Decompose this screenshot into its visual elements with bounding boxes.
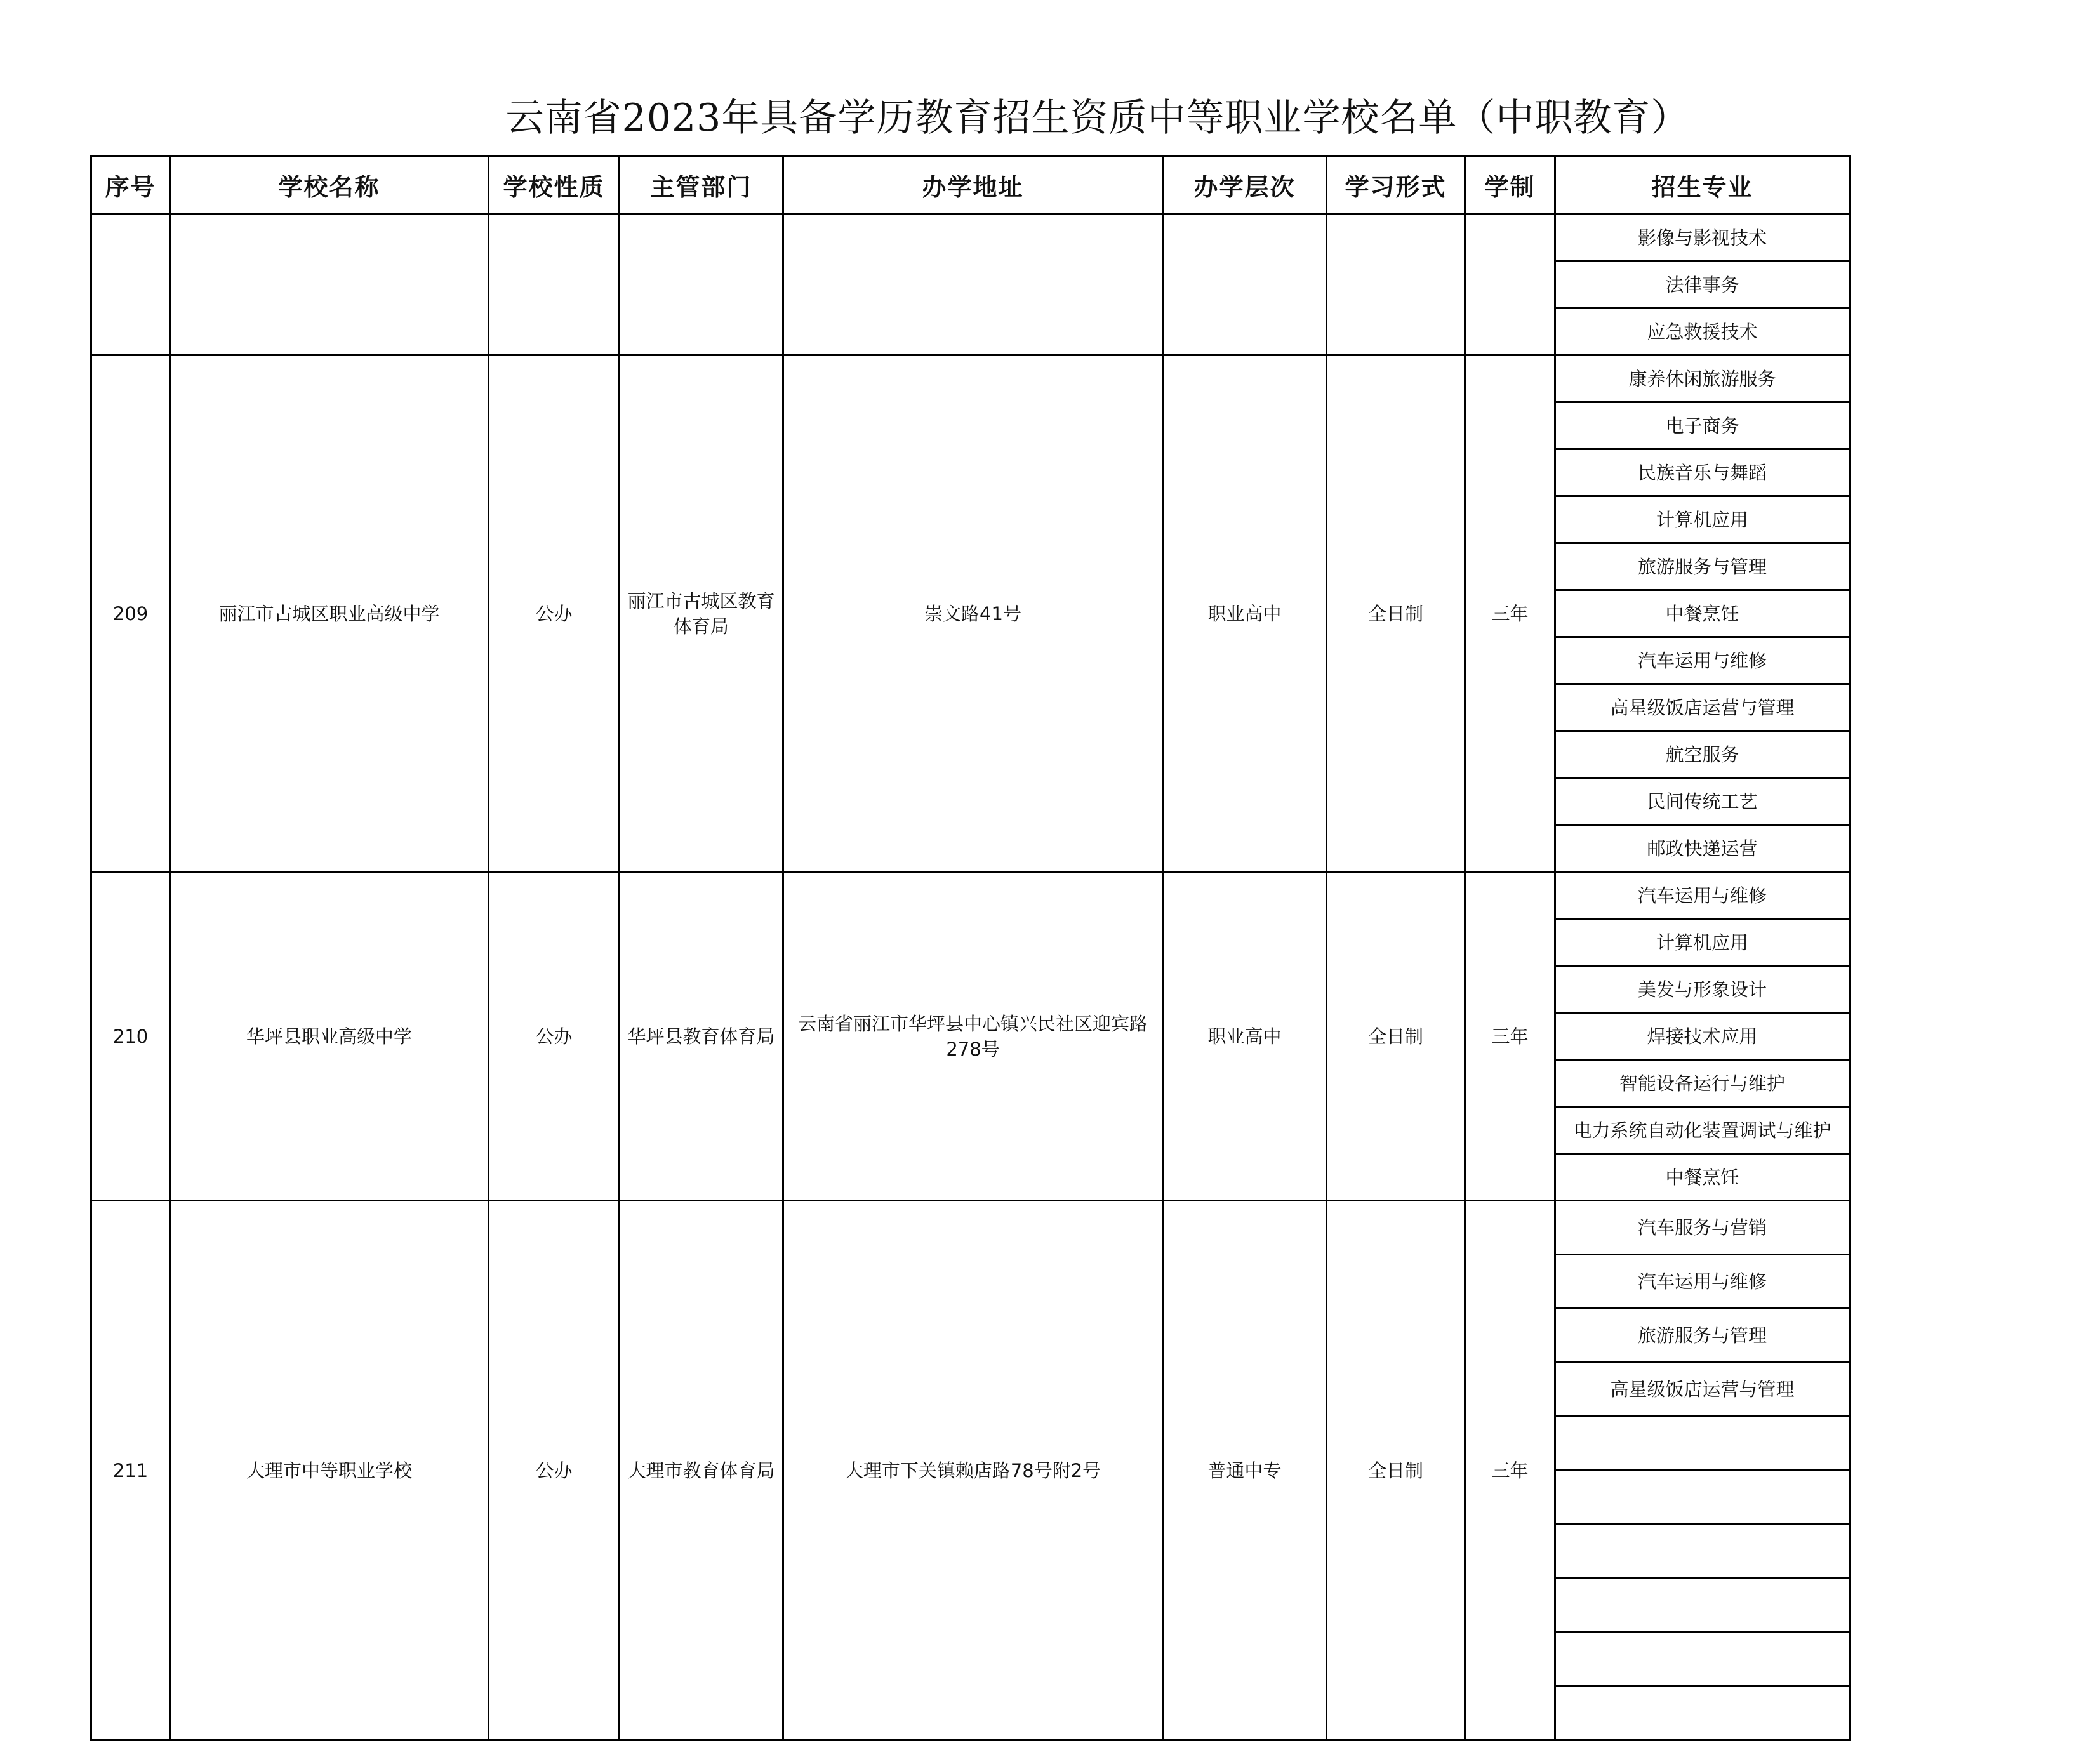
major-cell [1555,1417,1850,1471]
school-type-cell: 公办 [489,872,620,1201]
header-authority: 主管部门 [620,156,783,215]
major-cell: 中餐烹饪 [1555,590,1850,637]
school-list-table-viewport[interactable] [90,155,1849,1481]
major-cell: 汽车运用与维修 [1555,1255,1850,1309]
major-cell: 旅游服务与管理 [1555,1309,1850,1363]
duration-cell: 三年 [1465,355,1555,872]
major-cell: 航空服务 [1555,731,1850,778]
major-cell: 计算机应用 [1555,496,1850,543]
school-type-cell [489,215,620,355]
major-cell: 汽车运用与维修 [1555,637,1850,684]
level-cell: 普通中专 [1163,1201,1327,1740]
serial-cell: 211 [91,1201,170,1740]
school-list-table [90,155,1851,1741]
major-cell: 旅游服务与管理 [1555,543,1850,590]
table-row [91,215,1850,261]
address-cell: 云南省丽江市华坪县中心镇兴民社区迎宾路278号 [783,872,1163,1201]
study-form-cell: 全日制 [1327,872,1465,1201]
header-majors: 招生专业 [1555,156,1850,215]
study-form-cell: 全日制 [1327,355,1465,872]
study-form-cell: 全日制 [1327,1201,1465,1740]
page-title: 云南省2023年具备学历教育招生资质中等职业学校名单（中职教育） [505,96,1690,140]
address-cell [783,215,1163,355]
header-study-form: 学习形式 [1327,156,1465,215]
authority-cell [620,215,783,355]
level-cell [1163,215,1327,355]
major-cell [1555,1579,1850,1632]
major-cell: 民族音乐与舞蹈 [1555,449,1850,496]
header-duration: 学制 [1465,156,1555,215]
table-row [91,1201,1850,1255]
major-cell: 邮政快递运营 [1555,825,1850,872]
major-cell [1555,1471,1850,1525]
header-serial: 序号 [91,156,170,215]
serial-cell [91,215,170,355]
school-type-cell: 公办 [489,355,620,872]
table-row [91,872,1850,919]
major-cell [1555,1632,1850,1686]
level-cell: 职业高中 [1163,872,1327,1201]
major-cell: 影像与影视技术 [1555,215,1850,261]
header-address: 办学地址 [783,156,1163,215]
table-body [91,215,1850,1740]
major-cell: 高星级饭店运营与管理 [1555,684,1850,731]
address-cell: 大理市下关镇赖店路78号附2号 [783,1201,1163,1740]
authority-cell: 丽江市古城区教育体育局 [620,355,783,872]
header-school-type: 学校性质 [489,156,620,215]
level-cell: 职业高中 [1163,355,1327,872]
major-cell: 汽车服务与营销 [1555,1201,1850,1255]
major-cell: 美发与形象设计 [1555,966,1850,1013]
school-type-cell: 公办 [489,1201,620,1740]
major-cell: 汽车运用与维修 [1555,872,1850,919]
serial-cell: 209 [91,355,170,872]
table-row [91,355,1850,402]
major-cell: 高星级饭店运营与管理 [1555,1363,1850,1417]
duration-cell: 三年 [1465,872,1555,1201]
major-cell: 智能设备运行与维护 [1555,1060,1850,1107]
major-cell: 民间传统工艺 [1555,778,1850,825]
major-cell: 中餐烹饪 [1555,1154,1850,1201]
serial-cell: 210 [91,872,170,1201]
major-cell: 应急救援技术 [1555,308,1850,355]
header-level: 办学层次 [1163,156,1327,215]
major-cell: 计算机应用 [1555,919,1850,966]
major-cell: 电力系统自动化装置调试与维护 [1555,1107,1850,1154]
major-cell: 焊接技术应用 [1555,1013,1850,1060]
header-school-name: 学校名称 [170,156,489,215]
school-name-cell [170,215,489,355]
school-name-cell: 华坪县职业高级中学 [170,872,489,1201]
duration-cell: 三年 [1465,1201,1555,1740]
authority-cell: 大理市教育体育局 [620,1201,783,1740]
major-cell [1555,1525,1850,1579]
authority-cell: 华坪县教育体育局 [620,872,783,1201]
header-row [91,156,1850,215]
major-cell: 康养休闲旅游服务 [1555,355,1850,402]
address-cell: 崇文路41号 [783,355,1163,872]
major-cell: 电子商务 [1555,402,1850,449]
major-cell [1555,1686,1850,1740]
major-cell: 法律事务 [1555,261,1850,308]
school-name-cell: 大理市中等职业学校 [170,1201,489,1740]
school-name-cell: 丽江市古城区职业高级中学 [170,355,489,872]
duration-cell [1465,215,1555,355]
study-form-cell [1327,215,1465,355]
